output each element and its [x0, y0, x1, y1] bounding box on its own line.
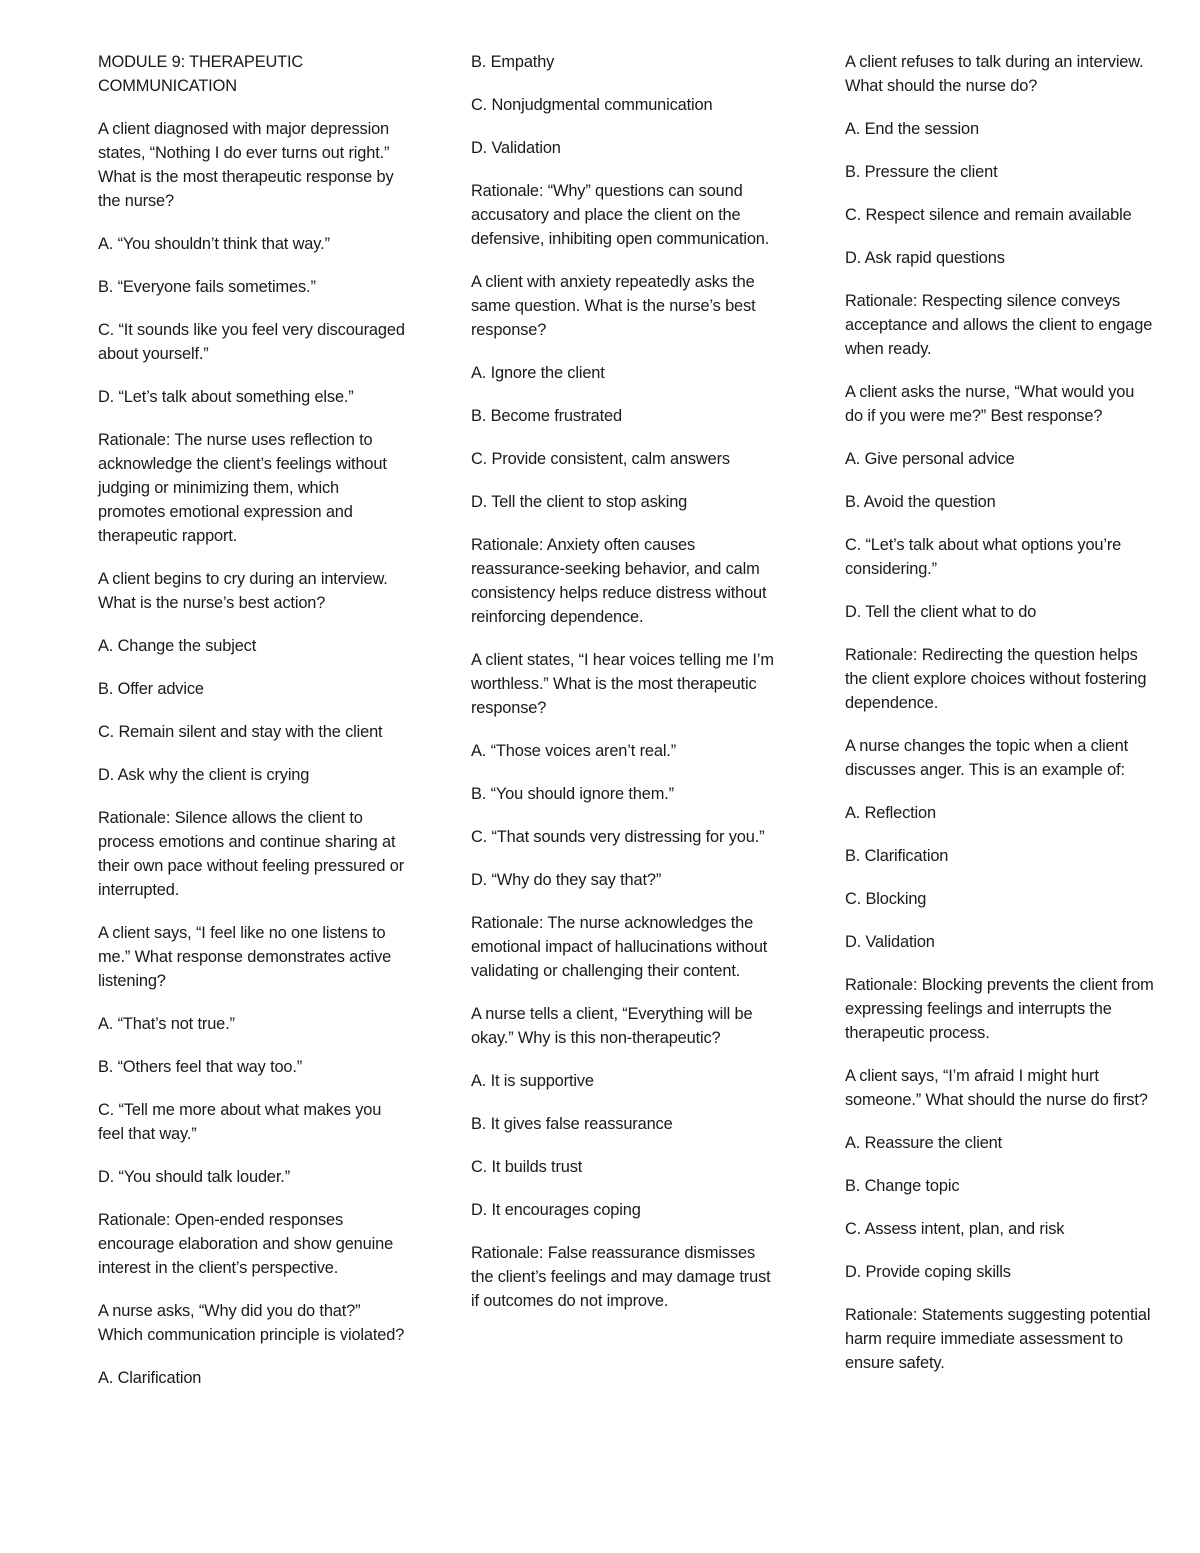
answer-option: B. Change topic — [845, 1177, 960, 1195]
column-1 — [98, 50, 406, 1409]
answer-option: A. Ignore the client — [471, 364, 605, 382]
answer-option: D. Tell the client to stop asking — [471, 493, 688, 511]
question-text: A client with anxiety repeatedly asks the same question. What is the nurse’s best response? — [471, 273, 756, 339]
answer-option: D. Provide coping skills — [845, 1263, 1011, 1281]
answer-option: D. It encourages coping — [471, 1201, 641, 1219]
answer-option: D. Ask rapid questions — [845, 249, 1005, 267]
answer-option: C. Provide consistent, calm answers — [471, 450, 730, 468]
answer-option: C. “Let’s talk about what options you’re considering.” — [845, 536, 1122, 578]
answer-option: D. Validation — [471, 139, 561, 157]
answer-option: B. “You should ignore them.” — [471, 785, 674, 803]
answer-option: A. Clarification — [98, 1369, 202, 1387]
answer-option: C. Assess intent, plan, and risk — [845, 1220, 1065, 1238]
answer-option: B. It gives false reassurance — [471, 1115, 673, 1133]
rationale-text: Rationale: False reassurance dismisses the client’s feelings and may damage trust if outcomes do not improve. — [471, 1244, 771, 1310]
answer-option: D. Ask why the client is crying — [98, 766, 310, 784]
question-text: A client asks the nurse, “What would you do if you were me?” Best response? — [845, 383, 1135, 425]
question-text: A client begins to cry during an interview. What is the nurse’s best action? — [98, 570, 388, 612]
answer-option: D. Tell the client what to do — [845, 603, 1037, 621]
answer-option: B. Become frustrated — [471, 407, 622, 425]
answer-option: B. Offer advice — [98, 680, 204, 698]
answer-option: C. “That sounds very distressing for you.” — [471, 828, 765, 846]
answer-option: C. Remain silent and stay with the client — [98, 723, 383, 741]
rationale-text: Rationale: The nurse uses reflection to acknowledge the client’s feelings without judging or minimizing them, which promotes emotional expression and therapeutic rapport. — [98, 431, 387, 545]
rationale-text: Rationale: Blocking prevents the client from expressing feelings and interrupts the therapeutic process. — [845, 976, 1154, 1042]
question-text: A nurse asks, “Why did you do that?” Which communication principle is violated? — [98, 1302, 405, 1344]
rationale-text: Rationale: Anxiety often causes reassurance-seeking behavior, and calm consistency helps reduce distress without reinforcing dependence. — [471, 536, 767, 626]
answer-option: B. Avoid the question — [845, 493, 996, 511]
column-3 — [845, 50, 1155, 1394]
question-text: A client says, “I’m afraid I might hurt someone.” What should the nurse do first? — [845, 1067, 1148, 1109]
answer-option: C. Blocking — [845, 890, 927, 908]
question-text: A nurse changes the topic when a client discusses anger. This is an example of: — [845, 737, 1128, 779]
rationale-text: Rationale: Redirecting the question helps the client explore choices without fostering dependence. — [845, 646, 1147, 712]
rationale-text: Rationale: Respecting silence conveys acceptance and allows the client to engage when ready. — [845, 292, 1153, 358]
rationale-text: Rationale: The nurse acknowledges the emotional impact of hallucinations without validating or challenging their content. — [471, 914, 768, 980]
answer-option: A. Give personal advice — [845, 450, 1015, 468]
question-text: A client says, “I feel like no one listens to me.” What response demonstrates active listening? — [98, 924, 392, 990]
answer-option: A. “You shouldn’t think that way.” — [98, 235, 330, 253]
answer-option: A. Change the subject — [98, 637, 257, 655]
answer-option: A. Reassure the client — [845, 1134, 1003, 1152]
rationale-text: Rationale: Silence allows the client to process emotions and continue sharing at their own pace without feeling pressured or interrupted. — [98, 809, 405, 899]
question-text: A client states, “I hear voices telling me I’m worthless.” What is the most therapeutic response? — [471, 651, 774, 717]
answer-option: B. “Everyone fails sometimes.” — [98, 278, 316, 296]
answer-option: C. “Tell me more about what makes you feel that way.” — [98, 1101, 382, 1143]
rationale-text: Rationale: “Why” questions can sound accusatory and place the client on the defensive, inhibiting open communication. — [471, 182, 770, 248]
answer-option: C. Nonjudgmental communication — [471, 96, 713, 114]
answer-option: C. It builds trust — [471, 1158, 583, 1176]
question-text: A client diagnosed with major depression states, “Nothing I do ever turns out right.” What is the most therapeutic response by the nurse? — [98, 120, 394, 210]
answer-option: D. Validation — [845, 933, 935, 951]
answer-option: A. It is supportive — [471, 1072, 594, 1090]
answer-option: A. “Those voices aren’t real.” — [471, 742, 677, 760]
answer-option: B. Pressure the client — [845, 163, 998, 181]
rationale-text: Rationale: Open-ended responses encourage elaboration and show genuine interest in the client’s perspective. — [98, 1211, 394, 1277]
rationale-text: Rationale: Statements suggesting potential harm require immediate assessment to ensure safety. — [845, 1306, 1151, 1372]
answer-option: D. “Why do they say that?” — [471, 871, 662, 889]
answer-option: C. Respect silence and remain available — [845, 206, 1132, 224]
page-title: MODULE 9: THERAPEUTIC COMMUNICATION — [98, 53, 304, 95]
answer-option: A. Reflection — [845, 804, 936, 822]
question-text: A nurse tells a client, “Everything will be okay.” Why is this non-therapeutic? — [471, 1005, 753, 1047]
answer-option: A. End the session — [845, 120, 979, 138]
answer-option: C. “It sounds like you feel very discouraged about yourself.” — [98, 321, 405, 363]
answer-option: A. “That’s not true.” — [98, 1015, 235, 1033]
column-2 — [471, 50, 779, 1332]
answer-option: D. “You should talk louder.” — [98, 1168, 290, 1186]
answer-option: B. Empathy — [471, 53, 555, 71]
answer-option: D. “Let’s talk about something else.” — [98, 388, 354, 406]
answer-option: B. “Others feel that way too.” — [98, 1058, 303, 1076]
answer-option: B. Clarification — [845, 847, 949, 865]
question-text: A client refuses to talk during an interview. What should the nurse do? — [845, 53, 1144, 95]
